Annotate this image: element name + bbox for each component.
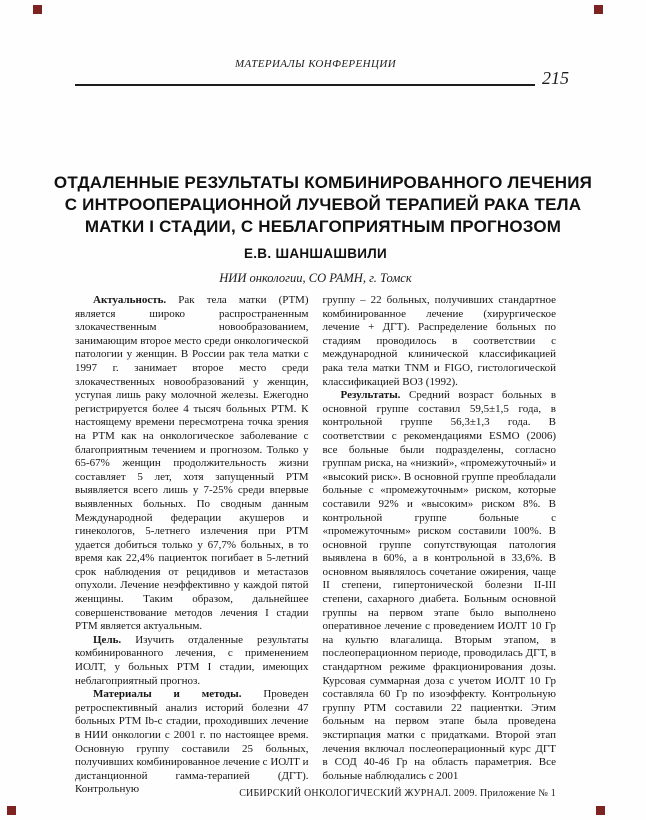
article-title-line: МАТКИ I СТАДИИ, С НЕБЛАГОПРИЯТНЫМ ПРОГНОЗОМ [84, 217, 562, 236]
registration-mark [596, 806, 605, 815]
registration-mark [594, 5, 603, 14]
header-rule [75, 84, 535, 86]
article-title [23, 172, 623, 238]
affiliation: НИИ онкологии, СО РАМН, г. Томск [219, 271, 412, 285]
section-heading: Материалы и методы. [93, 688, 264, 701]
registration-mark [33, 5, 42, 14]
body-paragraph: Актуальность. Рак тела матки (РТМ) является широко распространенным злокачественным новообразованием, занимающим второе место среди онкологической патологии у женщин. В России рак тела матки с 1997 г. занимает второе место среди злокачественных новообразований у женщин, уступая лишь раку молочной железы. Ежегодно регистрируется более 4 тысяч больных РТМ. К настоящему времени пересмотрена точка зрения на РТМ как на онкологическое заболевание с благоприятным течением и прогнозом. Только у 65-67% женщин продолжительность жизни составляет 5 лет, хотя запущенный РТМ выявляется всего лишь у 7-25% среди впервые выявленных больных. По сводным данным Международной федерации акушеров и гинекологов, 5-летнего излечения при РТМ удается добиться только у 67,7% больных, в то время как 22,4% пациенток погибает в 5-летний срок наблюдения от рецидивов и метастазов опухоли. Лечение неэффективно у каждой пятой женщины. Таким образом, дальнейшее совершенствование методов лечения I стадии РТМ является актуальным. [75, 294, 309, 633]
right-column [323, 294, 557, 797]
section-heading: Актуальность. [93, 294, 179, 306]
article-title-line: С ИНТРООПЕРАЦИОННОЙ ЛУЧЕВОЙ ТЕРАПИЕЙ РАКА ТЕЛА [64, 195, 582, 214]
body-paragraph: Материалы и методы. Проведен ретроспективный анализ историй болезни 47 больных РТМ Ib-c стадии, проходивших лечение в НИИ онкологии с 2001 г. по настоящее время. Основную группу составили 25 больных, получивших комбинированное лечение с ИОЛТ и дистанционной гамма-терапией (ДГТ). Контрольную [75, 688, 309, 796]
left-column [75, 294, 309, 797]
registration-mark [7, 806, 16, 815]
article-body [75, 294, 556, 797]
author-name: Е.В. ШАНШАШВИЛИ [243, 246, 388, 261]
body-paragraph: группу – 22 больных, получивших стандартное комбинированное лечение (хирургическое лечение + ДГТ). Распределение больных по стадиям проводилось в соответствии с международной клинической классификацией рака тела матки TNM и FIGO, гистологической классификацией ВОЗ (1992). [322, 294, 556, 388]
article-title-line: ОТДАЛЕННЫЕ РЕЗУЛЬТАТЫ КОМБИНИРОВАННОГО ЛЕЧЕНИЯ [53, 173, 593, 192]
running-header-title: МАТЕРИАЛЫ КОНФЕРЕНЦИИ [234, 58, 397, 70]
page-number: 215 [542, 68, 569, 88]
body-paragraph: Цель. Изучить отдаленные результаты комбинированного лечения, с применением ИОЛТ, у больных РТМ I стадии, имеющих неблагоприятный прогноз. [75, 633, 309, 687]
body-paragraph: Результаты. Средний возраст больных в основной группе составил 59,5±1,5 года, в контрольной группе 56,3±1,3 года. В соответствии с рекомендациями ESMO (2006) все больные были подразделены, согласно группам риска, на «низкий», «промежуточный» и «высокий риск». В основной группе преобладали больные с «промежуточным» риском, которые составили 92% и «высоким» риском 8%. В контрольной группе больные с «промежуточным» риском составили 100%. В основной группе сопутствующая патология выявлена в 60%, а в контрольной в 33,6%. В основном выявлялось сочетание ожирения, чаще II степени, гипертонической болезни II-III степени, сахарного диабета. Больным основной группы на первом этапе было выполнено оперативное лечение с проведением ИОЛТ 10 Гр на культю влагалища. Вторым этапом, в послеоперационном периоде, проводилась ДГТ, в стандартном режиме фракционирования дозы. Курсовая суммарная доза с учетом ИОЛТ 10 Гр составляла 60 Гр по изоэффекту. Контрольную группу РТМ составили 22 пациентки. Этим больным на первом этапе была проведена экстирпация матки с придатками. Второй этап лечения включал послеоперационный курс ДГТ в СОД 40-46 Гр на область параметрия. Все больные наблюдались с 2001 [322, 389, 557, 782]
section-heading: Результаты. [340, 389, 410, 402]
section-heading: Цель. [93, 633, 136, 646]
journal-footer: СИБИРСКИЙ ОНКОЛОГИЧЕСКИЙ ЖУРНАЛ. 2009. Приложение № 1 [239, 788, 556, 799]
